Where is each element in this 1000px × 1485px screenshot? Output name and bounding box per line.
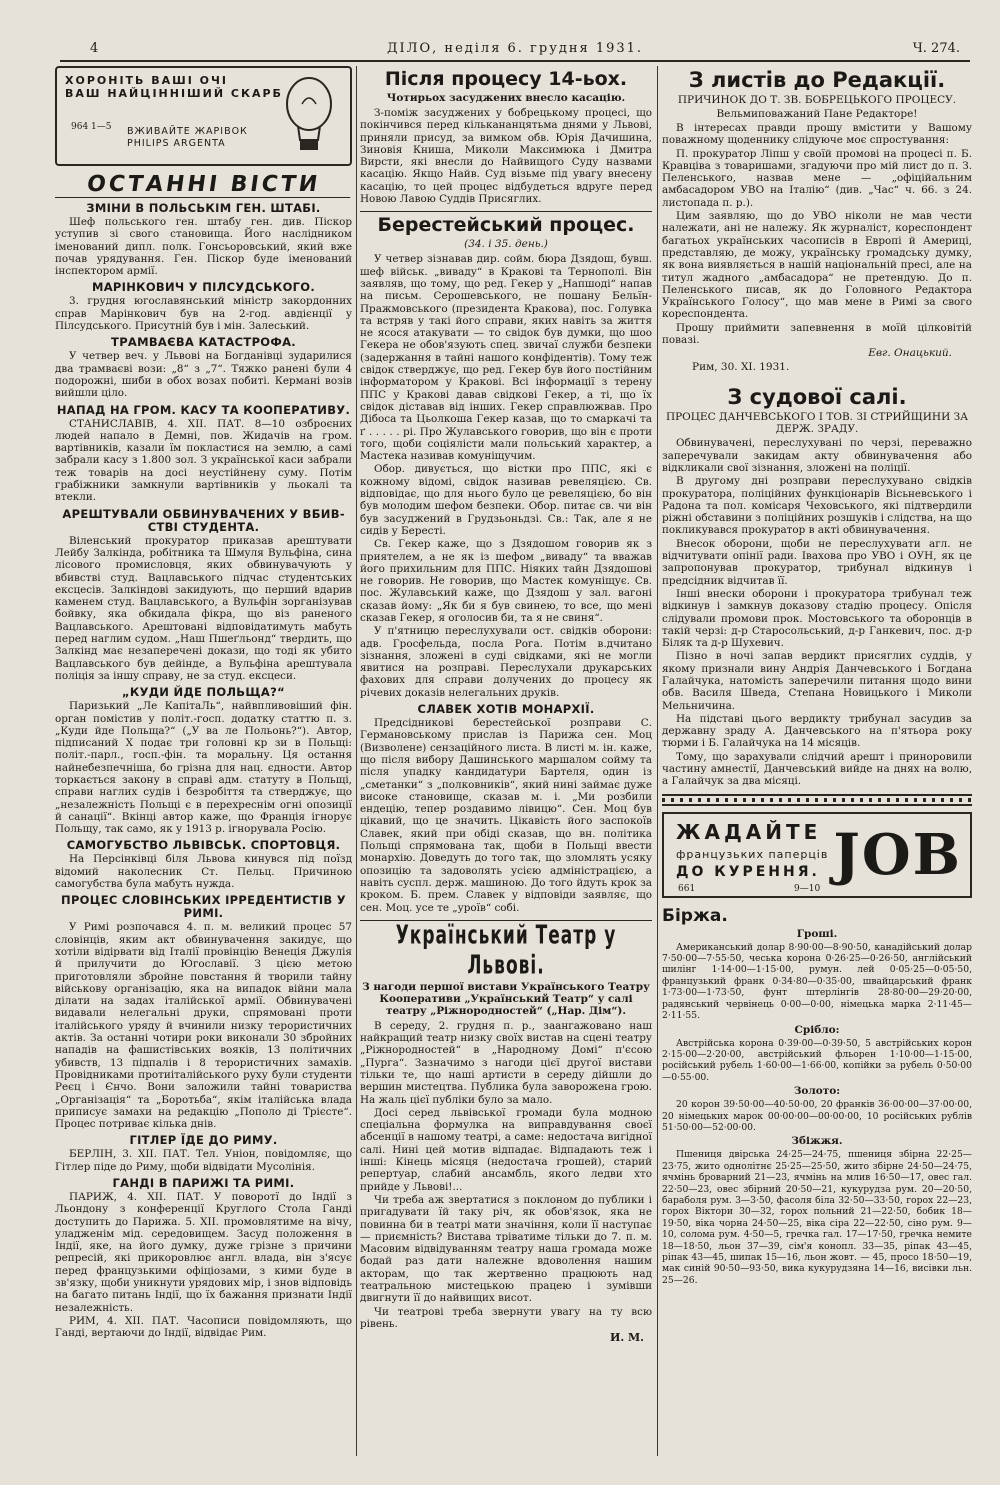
article-title: Після процесу 14-ьох. xyxy=(384,68,628,90)
paragraph: Предсідникові берестейської розправи С. Германовському прислав із Парижа сен. Моц (Визволене) сензаційного листа. В листі м. ін. каже, що після вибору Дашинського маршалом сойму та після упадку кандидатури Бартеля, один із „сметанки“ з „полковників“, який нині займає дуже високе становище, сказав м. і. „Ми розбили ендецію, тепер роздавимо лівицю“. Сен. Моц був цікавий, що це значить. Цікавість його заспокоїв Славек, який при обіді сказав, що вн. політика Польщі спрямована так, щоби в Польщі ввести монархію. Доведуть до того так, що зломлять усяку опозицію та задоволять усією адміністрацією, а навіть суспл. держ. машиною. До того йдуть крок за кроком. Б. прем. Славек у відповіди заявляє, що сен. Моц. усе те „уроїв“ собі. xyxy=(360,717,652,914)
paragraph: Досі серед львівської громади була модною спеціальна формулка на виправдування своєї абсенції в нашому театрі, а саме: недостача вигідної салі. Нині цей мотив відпадає. Відпадають теж і інші: Кінець місяця (недостача грошей), старий репертуар, слабий ансамбль, якого ледви хто прийде у Львові!... xyxy=(360,1106,652,1193)
article-subtitle: ПРОЦЕС ДАНЧЕВСЬКОГО І ТОВ. ЗІ СТРИЙЩИНИ ЗА ДЕРЖ. ЗРАДУ. xyxy=(665,411,969,436)
paragraph: Св. Гекер каже, що з Дзядошом говорив як з приятелем, а не як із шефом „виваду“ та вважав його прихильним для ППС. Ніяких тайн Дзядошові не говорив. Не говорив, що Мастек комуніщує. Св. пос. Жулавський каже, що Дзядош у зал. вагоні сказав йому: „Як би я був свинею, то все, що мені сказав Гекер, я оголосив би, та я не свиня“. xyxy=(360,538,652,624)
exchange-heading: Збіжжя. xyxy=(791,1135,843,1148)
article-title: Біржа. xyxy=(662,905,728,926)
article-heading: ГІТЛЕР ЇДЕ ДО РИМУ. xyxy=(129,1133,278,1148)
news-list xyxy=(55,202,352,1340)
masthead xyxy=(60,40,970,62)
article-body xyxy=(360,1020,652,1330)
exchange-text: Пшениця двірська 24·25—24·75, пшениця збірна 22·25—23·75, жито однолітнє 25·25—25·50, жито збірне 24·50—24·75, ячмінь броварний 21—23, ячмінь на млив 16·50—17, овес гал. 22·50—23, овес збірний 20·50—21, кукурудза рум. 20—20·50, бараболя рум. 3—3·50, фасоля біла 32·50—33·50, горох 22—23, горох Віктори 30—32, горох польний 21—22·50, бобик 18—19·50, віка чорна 24·50—25, віка сіра 22—22·50, сіно рум. 9—10, солома рум. 4·50—5, гречка гал. 17—17·50, гречка немите 18—18·50, льон 37—39, сім'я конопл. 33—35, ріпак 43—45, ріпак 43—45, шипак 15—16, льон жовт. — 45, просо 18·50—19, мак синій 90·50—93·50, вика кукурудзяна 14—16, висівки льн. 25—26. xyxy=(662,1149,972,1286)
paragraph: Цим заявляю, що до УВО ніколи не мав чести належати, ані не належу. Як журналіст, кореспондент багатьох українських часописів в Европі й Америці, представляю, де можу, українську громадську думку, як вона виявляється в нашій національній пресі, але на титул жадного „амбасадора“ не претендую. До п. Пеленського писав, як до Головного Редактора Українського Голосу“, що мав мене в Римі за свого кореспондента. xyxy=(662,210,972,321)
paragraph: Паризький „Ле КапітаЛь“, найвпливовіший фін. орган помістив у політ.-госп. додатку статтю п. з. „Куди йде Польща?“ („У ва ле Польонь?“). Автор, підписаний Х подає три головні кр зи в Польщі: політ.-парл., госп.-фін. та моральну. Ця остання найнебезпечніша, бо грізна для нац. єдности. Автор торкається закону в справі адм. статуту в Польщі, справи наглих судів і безробіття та стверджує, що „незалежність Польщі є в перехреснім огні опозиції й санації“. Вкінці автор каже, що Франція ігнорує Польщу, так само, як у 1913 р. ігнорувала Росію. xyxy=(55,700,352,836)
ad-line: ХОРОНІТЬ ВАШІ ОЧІ xyxy=(65,74,229,87)
author-signature: И. М. xyxy=(609,1331,644,1345)
paragraph: Внесок оборони, щоби не переслухувати агл. не відчитувати опінії ради. Івахова про УВО і ОУН, як це запропонував прокуратор, трибунал відкинув і предсідник відчитав її. xyxy=(662,537,972,587)
paragraph: ПАРИЖ, 4. XII. ПАТ. У поворотї до Індії з Льондону з конференції Круглого Стола Ганді доступить до Парижа. 5. XII. промовлятиме на вічу, уладженім мід. середовищем. Засуд положення в Індії, яке, на його думку, дуже грізне з причини репресій, які прикоровлює англ. влада, він з'ясує перед французькими офіціозами, з кими буде в зв'язку, щоби уникнути урядових мір, і знов відповідь на багато питань Індії, що їх бажання признати Індії незалежність. xyxy=(55,1191,352,1314)
article-heading: СЛАВЕК ХОТІВ МОНАРХІЇ. xyxy=(417,702,595,717)
article-heading: ТРАМВАЄВА КАТАСТРОФА. xyxy=(111,335,296,350)
article-heading: ПРОЦЕС СЛОВІНСЬКИХ ІРРЕДЕНТИСТІВ У РИМІ. xyxy=(61,893,346,921)
article-heading: НАПАД НА ГРОМ. КАСУ ТА КООПЕРАТИВУ. xyxy=(56,402,351,417)
article-date: (34. і 35. день.) xyxy=(464,238,548,251)
ad-line: ВАШ НАЙЦІННІШИЙ СКАРБ xyxy=(65,87,283,100)
article-heading: ГАНДІ В ПАРИЖІ ТА РИМІ. xyxy=(112,1176,295,1190)
ad-line: ЖАДАЙТЕ xyxy=(676,819,822,844)
article-body xyxy=(360,253,652,699)
article-heading: АРЕШТУВАЛИ ОБВИНУВАЧЕНИХ У ВБИВСТВІ СТУДЕНТА. xyxy=(62,506,345,534)
article-heading: МАРІНКОВИЧ У ПІЛСУДСЬКОГО. xyxy=(91,280,316,295)
paragraph: Обвинувачені, переслухувані по черзі, переважно заперечували закидам акту обвинувачення або відкликали свої зізнання, зложені на поліції. xyxy=(662,437,972,474)
ad-line xyxy=(127,126,248,150)
column-rule xyxy=(356,66,357,1456)
article-title: З судової салі. xyxy=(727,385,907,410)
article-subtitle: ПРИЧИНОК ДО Т. ЗВ. БОБРЕЦЬКОГО ПРОЦЕСУ. xyxy=(677,94,957,106)
ad-line: ДО КУРЕННЯ. xyxy=(676,863,820,880)
paragraph: Тому, що зарахували слідчий арешт і приноровили частину амнестії, Данчевський вийде на днях на волю, а Галайчук за два місяці. xyxy=(662,750,972,788)
column-right xyxy=(662,66,972,1466)
paragraph: У п'ятницю переслухували ост. свідків оборони: адв. Гросфельда, посла Рога. Потім в.дчитано зізнання, зложені в суді свідками, які не могли явитися на розправі. Переслухали друкарських фахових для справи долучених до процесу як річевих доказів нелегальних друків. xyxy=(360,625,652,699)
exchange-heading: Золото: xyxy=(793,1085,841,1098)
ornamental-divider xyxy=(662,794,972,806)
paragraph: Пізно в ночі запав вердикт присяглих суддів, у якому признали вину Андрія Данчевського і Богдана Галайчука, натомість заперечили питання щодо вини обв. Василя Шведа, Степана Новицького і Миколи Мельничина. xyxy=(662,650,972,712)
column-left xyxy=(55,66,352,1466)
paragraph: Віленський прокуратор приказав арештувати Лейбу Залкінда, робітника та Шмуля Вульфіна, сина лісового промисловця, яких обвинувачують у вбивстві студ. Вацлавського підчас студентських ексцесів. Залкіндові закидують, що перший вдарив каменем студ. Вацлавського, а Вульфін зорганізував бойвку, яка обкидала фікра, що віз раненого Вацлавського. Арештовані відповідатимуть мабуть перед наглим судом. „Наш Пшеґльонд“ твердить, що Залкінд має незаперечені докази, що тоді як убито Вацлавського був дейінде, а Вульфіна арештувала поліція за іншу справу, не за студ. ексцеси. xyxy=(55,534,352,682)
ad-line: французьких паперців xyxy=(676,847,829,861)
article-body xyxy=(360,717,652,914)
paragraph: Інші внески оборони і прокуратора трибунал теж відкинув і замкнув доказову стадію процесу. Опісля слідували промови прок. Мостовського та оборонців в такій черзі: д-р Старосольський, д-р Ганкевич, пос. д-р Біляк та д-р Шухевич. xyxy=(662,587,972,650)
exchange-heading: Срібло: xyxy=(794,1023,840,1036)
exchange-heading: Гроші. xyxy=(796,927,838,940)
paragraph: На Персінківці біля Львова кинувся під поїзд відомий наколесник Ст. Пельц. Причиною самогубства була мабуть нужда. xyxy=(55,853,352,891)
letter-place-date: Рим, 30. XI. 1931. xyxy=(692,361,790,374)
paragraph: В другому дні розправи переслухувано свідків прокуратора, поліційних функціонарів Вісьневського і Радона та пол. комісаря Чеховського, які підтвердили ріжні обставини з поліційних розшуків і слідства, на що покликувався прокуратор в акті обвинувачення. xyxy=(662,475,972,537)
paragraph: РИМ, 4. XII. ПАТ. Часописи повідомляють, що Ганді, вертаючи до Індії, відвідає Рим. xyxy=(55,1314,352,1340)
paragraph: В середу, 2. грудня п. р., заангажовано наш найкращий театр низку своїх вистав на сцені театру „Ріжнородностей“ в „Народному Домі“ п'єсою „Пурга“. Зазначимо з нагоди цієї другої вистави тільки те, що наші артисти в середу дійшли до вершин мистецтва. Публика була заворожена грою. На жаль цієї публіки було за мало. xyxy=(360,1019,652,1106)
paragraph: Обор. дивується, що вістки про ППС, які є кожному відомі, свідок називав ревеляцією. Св. відповідає, що для нього було це ревеляцією, бо він був молодим шефом безпеки. Обор. питає св. чи він був засуджений в Грудзьоньдзі. Св.: Так, але я не сидів у Бересті. xyxy=(360,463,652,537)
paragraph: Прошу приймити запевнення в моїй цілковітій повазі. xyxy=(662,321,972,347)
article-subtitle: Чотирьох засуджених внесло касацію. xyxy=(386,92,626,104)
paragraph: У четвер зізнавав дир. сойм. бюра Дзядош, бувш. шеф військ. „виваду“ в Кракові та Тернополі. Він заявляв, що тому, що ред. Гекер у „Напшоді“ напав на письм. Серошевського, не пошану Бельїн-Пражмовського (президента Кракова), пос. Голувка та встряв у такі його справи, яких навіть за життя не ясося атакувати — то свідок був думки, що шоо Гекера не обов'язують спец. звичаї служби безпеки (задержання в тайні нашого конфідентів). Тому теж свідок стверджує, що ред. Гекер був його постійним інформатором у Кракові. Всі інформації з терену ППС у Кракові давав свідкові Гекер, а ті, що їх свідок діставав від інших. Гекер справлюжвав. Про Дібоса та Цьолкоша Гекер казав, що то смаркачі та ґ . . . . . рі. Про Жулавського говорив, що він є проти того, щоби соціялісти мали польський характер, а Мастека називав комуніщучим. xyxy=(360,253,652,463)
letter-greeting: Вельмиповажаний Пане Редакторе! xyxy=(716,108,918,120)
ad-brand: PHILIPS ARGENTA xyxy=(127,138,226,149)
paragraph: З-поміж засуджених у бобрецькому процесі, що покінчився перед кількананцятьма днями у Львові, приняли присуд, за вимком обв. Юрія Дачишина, Зиновія Книша, Миколи Максимюка і Дмитра Вирсти, які внесли до Найвищого Суду назвами касацію. Якщо Найв. Суд візьме під увагу внесену касацію, то цей процес відбудеться вдруге перед Новою Лавою Суддів Присяглих. xyxy=(360,107,652,206)
paragraph: На підставі цього вердикту трибунал засудив за державну зраду А. Данчевського на п'ятьора року тюрми і Б. Галайчука на 14 місяців. xyxy=(662,712,972,750)
ad-line: ВЖИВАЙТЕ ЖАРІВОК xyxy=(127,126,248,137)
article-heading: „КУДИ ЙДЕ ПОЛЬЩА?“ xyxy=(122,685,285,700)
ad-code: 9—10 xyxy=(794,883,821,894)
paragraph: У четвер веч. у Львові на Богданівці зударилися два трамваєві вози: „8“ з „7“. Тяжко ранені були 4 подорожні, шиби в обох возах побиті. Кермані возів вийшли ціло. xyxy=(55,350,352,400)
paragraph: Чи треба аж звертатися з поклоном до публики і пригадувати їй таку річ, як обов'язок, яка не повинна би в театрі мати значіння, коли її наступає — приємність? Вистава тріватиме тільки до 7. п. м. Масовим відвідуванням театру наша громада може бодай раз дати належне вдоволення нашим акторам, що так жертвенно працюють над театральною мистецькою працею і зумівши двигнути її до найвищих висот. xyxy=(360,1193,652,1305)
issue-number: Ч. 274. xyxy=(912,41,960,56)
philips-ad xyxy=(55,66,352,166)
paragraph: БЕРЛІН, 3. XII. ПАТ. Тел. Уніон, повідомляє, що Гітлер піде до Риму, щоби відвідати Мусолінія. xyxy=(55,1148,352,1173)
paragraph: СТАНИСЛАВІВ, 4. XII. ПАТ. 8—10 озброєних людей напало в Демні, пов. Жидачів на гром. вартівників, казали їм покластися на землю, а самі забрали касу з 1.800 зол. З української каси забрали теж товарів на досі неустійнену суму. Потім грабіжники замкнули вартівників у льокалі та втекли. xyxy=(55,417,352,504)
author-signature: Евг. Онацький. xyxy=(868,347,952,360)
article-body xyxy=(662,437,972,787)
column-rule xyxy=(657,66,658,1456)
article-title: Український Театр у Львові. xyxy=(395,920,617,981)
article-title: З листів до Редакції. xyxy=(688,68,946,92)
paragraph: Шеф польського ген. штабу ген. див. Піскор уступив зі свого становища. Його наслідником іменований дипл. полк. Гонсьоровський, який вже почав урядування. Ген. Піскор буде іменований інспектором армії. xyxy=(55,216,352,278)
exchange-text: 20 корон 39·50·00—40·50·00, 20 франків 36·00·00—37·00·00, 20 німецьких марок 00·00·00—00·00·00, 10 російських рублів 51·50·00—52·00·00. xyxy=(662,1099,972,1133)
article-body xyxy=(662,122,972,346)
paragraph: П. прокуратор Ліпш у своїй промові на процесі п. Б. Кравціва з товаришами, згадуючи про мій лист до п. З. Пеленського, назвав мене — „офіційальним амбасадором УВО на Італію“ (див. „Час“ ч. 66. з 24. листопада п. р.). xyxy=(662,147,972,209)
paragraph: 3. грудня югославянський міністр закордонних справ Марінкович був на 2-год. авдієнції у Пілсудського. Присутній був і мін. Залеський. xyxy=(55,295,352,333)
ad-code: 661 xyxy=(678,883,696,894)
ad-code: 964 1—5 xyxy=(71,122,112,132)
paper-date: ДІЛО, неділя 6. грудня 1931. xyxy=(386,41,644,56)
article-heading: ЗМІНИ В ПОЛЬСЬКІМ ГЕН. ШТАБІ. xyxy=(86,201,321,215)
job-logo: JOB xyxy=(833,821,962,888)
article-body xyxy=(360,107,652,205)
article-heading: САМОГУБСТВО ЛЬВІВСЬК. СПОРТОВЦЯ. xyxy=(66,838,341,853)
article-subtitle: З нагоди першої вистави Українського Театру Кооперативи „Український Театр“ у салі театру „Ріжнородностей“ („Нар. Дім“). xyxy=(362,980,650,1017)
paragraph: Чи театрові треба звернути увагу на ту всю рівень. xyxy=(360,1305,652,1330)
page-number: 4 xyxy=(90,41,99,56)
column-middle xyxy=(360,66,652,1466)
section-title: ОСТАННІ ВІСТИ xyxy=(55,172,352,198)
paragraph: У Римі розпочався 4. п. м. великий процес 57 словінців, яким акт обвинувачення закидує, що хотіли відірвати від Італії провінцію Венеція Джулія й прилучити до Югославії. З цією метою приготовляли збройне повстання й творили тайну військову організацію, яка на випадок війни мала ділати на задах італійської армії. Обвинувачені видавали нелегальні друки, спрямовані проти італійського уряду й вчинили низку терористичних актів. За останні чотири роки виконали 30 збройних нападів на фашистівських вояків, 13 політичних убивств, 13 підпалів і 8 терористичних замахів. Провідниками протиіталійського руху були студенти Реєц і Єнчо. Вони заложили тайні товариства „Організація“ та „Боротьба“, якім італійська влада приписує замахи на редакцію „Пополо ді Трієсте“. Процес потриває кілька днів. xyxy=(55,921,352,1131)
lightbulb-icon xyxy=(278,74,340,160)
exchange-text: Американський долар 8·90·00—8·90·50, канадійський долар 7·50·00—7·55·50, чеська корона 0·26·25—0·26·50, англійський шилінг 1·14·00—1·15·00, румун. лей 0·05·25—0·05·50, французький франк 0·34·80—0·35·00, швайцарський франк 1·73·00—1·73·50, фунт штерлінгів 28·80·00—29·20·00, радянський червінець 0·00—0·00, німецька марка 2·11·45—2·11·55. xyxy=(662,941,972,1022)
job-paper-ad xyxy=(662,812,972,898)
article-title: Берестейський процес. xyxy=(377,214,635,237)
paragraph: В інтересах правди прошу вмістити у Вашому поважному щоденнику слідуюче моє спростування: xyxy=(662,122,972,147)
exchange-text: Австрійська корона 0·39·00—0·39·50, 5 австрійських корон 2·15·00—2·20·00, австрійський фльорен 1·10·00—1·15·00, російський рубель 1·60·00—1·66·00, копійки за рубель 0·50·00—0·55·00. xyxy=(662,1037,972,1083)
